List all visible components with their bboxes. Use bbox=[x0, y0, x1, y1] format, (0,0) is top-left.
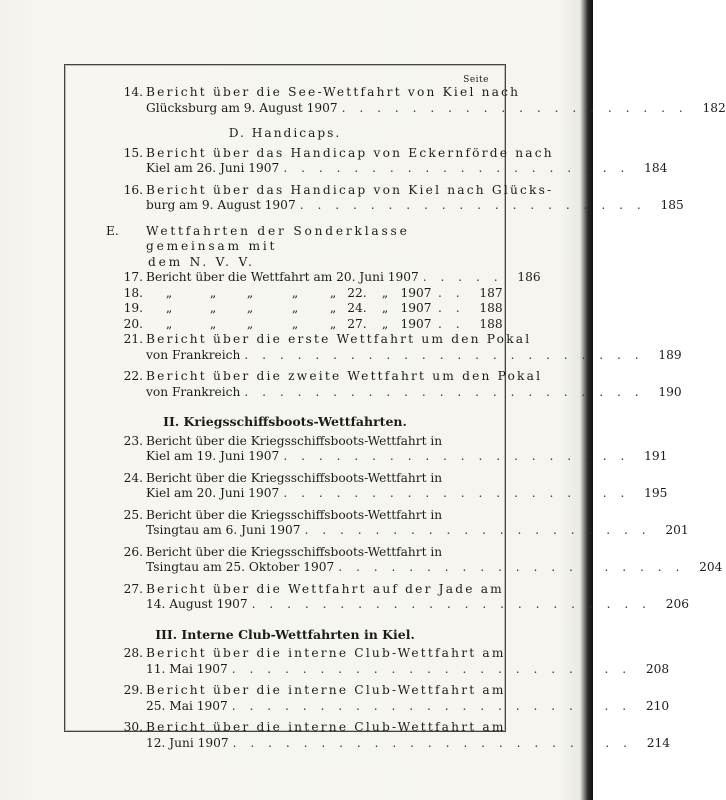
entry-number: 16. bbox=[123, 182, 143, 197]
section-letter: E. bbox=[106, 223, 119, 238]
entry-number: 28. bbox=[123, 646, 143, 660]
entry-line-1: Bericht über die Kriegsschiffsboots-Wettfahrt in bbox=[146, 507, 443, 522]
entry-line-1: Bericht über die interne Club-Wettfahrt am bbox=[146, 683, 506, 697]
leader-dots: . . . . . . . . . . . . . . . . . . . . bbox=[283, 161, 630, 175]
entry-line-2: 11. Mai 1907 . . . . . . . . . . . . . . . . . . . . . . . 208 bbox=[146, 661, 670, 676]
toc-entry-ditto bbox=[123, 301, 503, 317]
ditto-year: 1907 bbox=[400, 301, 432, 315]
leader-dots: . . . . . . . . . . . . . . . . . . . . . . . bbox=[244, 347, 644, 362]
entry-line-1: Bericht über die Kriegsschiffsboots-Wettfahrt in bbox=[146, 470, 443, 485]
toc-entry bbox=[123, 720, 670, 751]
entry-number: 20. bbox=[123, 316, 143, 331]
section-heading-d: D. Handicaps. bbox=[228, 126, 342, 140]
toc-entry-ditto bbox=[123, 316, 503, 333]
entry-line-1: Bericht über die See-Wettfahrt von Kiel nach bbox=[146, 85, 521, 99]
leader-dots: . . . . . . . . . . . . . . . . . . . . . . . bbox=[251, 597, 651, 611]
ditto-mark: „ bbox=[209, 285, 217, 300]
page-number: 201 bbox=[665, 523, 689, 537]
entry-number: 27. bbox=[123, 581, 143, 596]
entry-line-2: 25. Mai 1907 . . . . . . . . . . . . . . . . . . . . . . . 210 bbox=[146, 698, 670, 713]
entry-line-2: Tsingtau am 25. Oktober 1907 . . . . . . . . . . . . . . . . . . . . 204 bbox=[146, 560, 723, 574]
entry-number: 15. bbox=[123, 145, 143, 160]
entry-number: 29. bbox=[123, 683, 143, 697]
section-heading-e bbox=[106, 223, 491, 271]
page-number: 214 bbox=[646, 735, 670, 750]
ditto-mark: „ bbox=[381, 301, 389, 315]
entry-number: 21. bbox=[123, 332, 143, 346]
toc-entry bbox=[123, 544, 723, 576]
entry-line-1: Bericht über die Wettfahrt auf der Jade am bbox=[146, 581, 504, 596]
leader-dots: . . . . . bbox=[422, 270, 503, 284]
page-number: 191 bbox=[644, 449, 668, 463]
leader-dots: . . . . . . . . . . . . . . . . . . . . bbox=[283, 449, 630, 463]
entry-line-1: Bericht über die Wettfahrt am 20. Juni 1907 . . . . . 186 bbox=[146, 270, 541, 284]
toc-entry bbox=[123, 182, 684, 214]
ditto-mark: „ bbox=[329, 316, 337, 331]
page-number: 195 bbox=[644, 486, 668, 500]
entry-number: 22. bbox=[123, 369, 143, 383]
entry-line-2: Tsingtau am 6. Juni 1907 . . . . . . . . . . . . . . . . . . . . 201 bbox=[146, 523, 689, 537]
entry-line-2: Kiel am 19. Juni 1907 . . . . . . . . . . . . . . . . . . . . 191 bbox=[146, 449, 668, 463]
page-number: 190 bbox=[658, 384, 682, 399]
entry-line-2: Kiel am 20. Juni 1907 . . . . . . . . . . . . . . . . . . . . 195 bbox=[146, 486, 668, 500]
ditto-mark: „ bbox=[291, 301, 299, 315]
entry-number: 14. bbox=[123, 85, 143, 99]
entry-line-1: Bericht über die Kriegsschiffsboots-Wettfahrt in bbox=[146, 433, 443, 448]
page-number: 187 bbox=[479, 285, 503, 300]
leader-dots: . . . . . . . . . . . . . . . . . . . . bbox=[338, 560, 685, 574]
leader-dots: . . . . . . . . . . . . . . . . . . . . bbox=[283, 486, 630, 500]
leader-dots: . . . . . . . . . . . . . . . . . . . . bbox=[304, 523, 651, 537]
toc-entry bbox=[123, 145, 668, 177]
page-number: 186 bbox=[517, 270, 541, 284]
entry-line-1: Bericht über die Kriegsschiffsboots-Wettfahrt in bbox=[146, 544, 443, 559]
entry-line-2: Glücksburg am 9. August 1907 . . . . . . . . . . . . . . . . . . . . 182 bbox=[146, 100, 726, 115]
leader-dots: . . . . . . . . . . . . . . . . . . . . . . . bbox=[232, 735, 632, 750]
leader-dots: . . . . . . . . . . . . . . . . . . . . bbox=[299, 198, 646, 212]
toc-entry bbox=[123, 85, 726, 116]
page-frame bbox=[64, 64, 726, 750]
entry-number: 19. bbox=[123, 301, 143, 315]
entry-number: 24. bbox=[123, 470, 143, 485]
page-number: 188 bbox=[479, 301, 503, 315]
entry-number: 26. bbox=[123, 544, 143, 559]
entry-number: 30. bbox=[123, 720, 143, 734]
section-heading-ii: II. Kriegsschiffsboots-Wettfahrten. bbox=[163, 414, 407, 429]
toc-entry bbox=[123, 270, 541, 286]
page-number: 189 bbox=[658, 347, 682, 362]
entry-number: 25. bbox=[123, 507, 143, 522]
ditto-year: 1907 bbox=[400, 285, 432, 300]
ditto-mark: „ bbox=[209, 316, 217, 331]
ditto-mark: „ bbox=[246, 316, 254, 331]
leader-dots: . . bbox=[438, 316, 465, 331]
ditto-day: 27. bbox=[347, 316, 367, 331]
entry-number: 23. bbox=[123, 433, 143, 448]
entry-line-1: Bericht über das Handicap von Eckernförde nach bbox=[146, 145, 554, 160]
leader-dots: . . bbox=[438, 285, 465, 300]
toc-entry bbox=[123, 332, 682, 363]
ditto-mark: „ bbox=[381, 316, 389, 331]
ditto-mark: „ bbox=[246, 301, 254, 315]
toc-entry bbox=[123, 433, 668, 465]
page-number: 182 bbox=[702, 100, 726, 115]
section-heading-iii: III. Interne Club-Wettfahrten in Kiel. bbox=[155, 626, 415, 642]
ditto-mark: „ bbox=[291, 316, 299, 331]
entry-number: 18. bbox=[123, 285, 143, 300]
toc-entry bbox=[123, 646, 670, 677]
toc-entry bbox=[123, 507, 689, 539]
ditto-mark: „ bbox=[381, 285, 389, 300]
page-number: 208 bbox=[645, 661, 670, 676]
leader-dots: . . . . . . . . . . . . . . . . . . . . . . . bbox=[244, 384, 644, 399]
ditto-year: 1907 bbox=[400, 316, 432, 331]
page-number: 206 bbox=[665, 597, 689, 611]
entry-line-2: burg am 9. August 1907 . . . . . . . . . . . . . . . . . . . . 185 bbox=[146, 198, 684, 212]
page-number: 185 bbox=[660, 198, 684, 212]
table-of-contents bbox=[65, 73, 726, 751]
entry-line-2: von Frankreich . . . . . . . . . . . . . . . . . . . . . . . 189 bbox=[146, 347, 682, 362]
page-number: 204 bbox=[699, 560, 723, 574]
leader-dots: . . . . . . . . . . . . . . . . . . . . bbox=[341, 100, 688, 115]
toc-entry-ditto bbox=[123, 285, 503, 302]
section-title-line-2: dem N. V. V. bbox=[148, 254, 255, 269]
toc-entry bbox=[123, 369, 682, 400]
ditto-day: 22. bbox=[347, 285, 367, 300]
page-column-label: Seite bbox=[463, 75, 489, 85]
entry-line-1: Bericht über die zweite Wettfahrt um den Pokal bbox=[146, 369, 543, 383]
entry-line-2: 12. Juni 1907 . . . . . . . . . . . . . . . . . . . . . . . 214 bbox=[146, 735, 670, 750]
entry-line-2: von Frankreich . . . . . . . . . . . . . . . . . . . . . . . 190 bbox=[146, 384, 682, 399]
ditto-mark: „ bbox=[165, 316, 173, 331]
ditto-mark: „ bbox=[209, 301, 217, 315]
entry-line-2: 14. August 1907 . . . . . . . . . . . . . . . . . . . . . . . 206 bbox=[146, 597, 689, 611]
leader-dots: . . bbox=[438, 301, 465, 315]
toc-entry bbox=[123, 470, 668, 502]
section-title-line-1: Wettfahrten der Sonderklasse gemeinsam mit bbox=[146, 223, 410, 253]
ditto-mark: „ bbox=[329, 285, 337, 300]
entry-line-1: Bericht über die interne Club-Wettfahrt am bbox=[146, 720, 506, 734]
page-number: 184 bbox=[644, 161, 668, 175]
ditto-mark: „ bbox=[291, 285, 299, 300]
entry-line-1: Bericht über das Handicap von Kiel nach Glücks- bbox=[146, 182, 554, 197]
leader-dots: . . . . . . . . . . . . . . . . . . . . . . . bbox=[231, 698, 632, 713]
toc-entry bbox=[123, 581, 689, 613]
entry-line-1: Bericht über die interne Club-Wettfahrt am bbox=[146, 646, 506, 660]
entry-line-2: Kiel am 26. Juni 1907 . . . . . . . . . . . . . . . . . . . . 184 bbox=[146, 161, 668, 175]
ditto-mark: „ bbox=[329, 301, 337, 315]
leader-dots: . . . . . . . . . . . . . . . . . . . . . . . bbox=[231, 661, 632, 676]
page-number: 210 bbox=[645, 698, 670, 713]
entry-line-1: Bericht über die erste Wettfahrt um den Pokal bbox=[146, 332, 532, 346]
page-number: 188 bbox=[479, 316, 503, 331]
ditto-mark: „ bbox=[165, 285, 173, 300]
ditto-mark: „ bbox=[246, 285, 254, 300]
ditto-mark: „ bbox=[165, 301, 173, 315]
entry-number: 17. bbox=[123, 270, 143, 284]
ditto-day: 24. bbox=[347, 301, 367, 315]
toc-entry bbox=[123, 683, 670, 714]
